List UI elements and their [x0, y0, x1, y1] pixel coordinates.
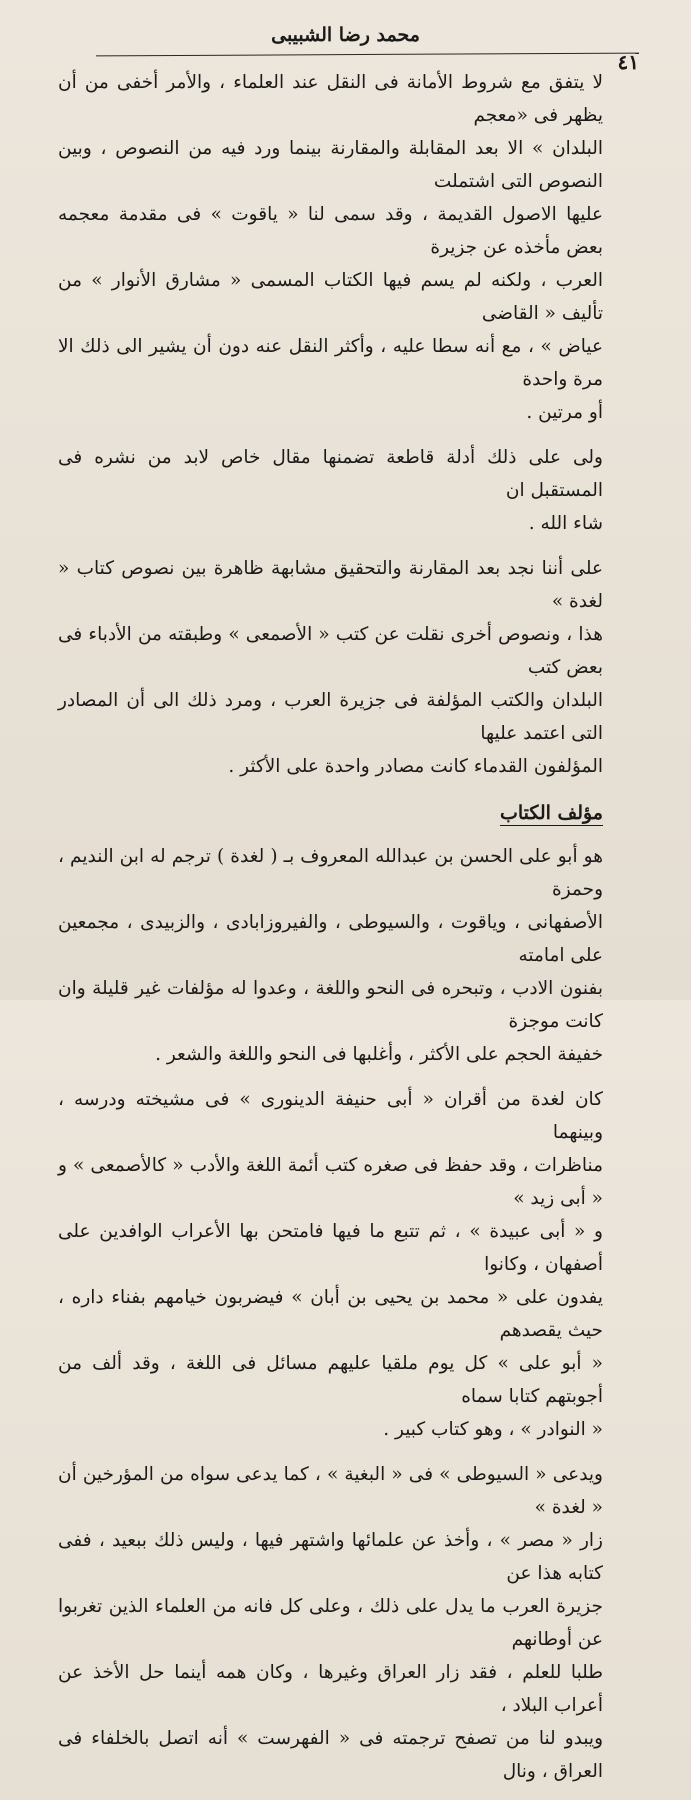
- text-line: الأصفهانى ، وياقوت ، والسيوطى ، والفيروزابادى ، والزبيدى ، مجمعين على امامته: [58, 912, 603, 966]
- text-line: على أننا نجد بعد المقارنة والتحقيق مشابهة ظاهرة بين نصوص كتاب « لغدة »: [58, 558, 603, 612]
- text-line: « النوادر » ، وهو كتاب كبير .: [383, 1419, 603, 1440]
- paragraph: [58, 1458, 603, 1788]
- header-rule: [96, 53, 639, 57]
- text-line: زار « مصر » ، وأخذ عن علمائها واشتهر فيها ، وليس ذلك ببعيد ، ففى كتابه هذا عن: [58, 1530, 603, 1584]
- text-line: طلبا للعلم ، فقد زار العراق وغيرها ، وكان همه أينما حل الأخذ عن أعراب البلاد ،: [58, 1662, 603, 1716]
- text-line: هذا ، ونصوص أخرى نقلت عن كتب « الأصمعى » وطبقته من الأدباء فى بعض كتب: [58, 624, 603, 678]
- section-heading: مؤلف الكتاب: [499, 802, 603, 824]
- paragraph: [58, 441, 603, 540]
- paragraph: [58, 1083, 603, 1446]
- text-line: البلدان » الا بعد المقابلة والمقارنة بينما ورد فيه من النصوص ، وبين النصوص التى اشتملت: [58, 138, 603, 192]
- paragraph: [58, 552, 603, 783]
- page-header: [52, 20, 639, 74]
- paragraph: [58, 840, 603, 1071]
- text-line: ويبدو لنا من تصفح ترجمته فى « الفهرست » أنه اتصل بالخلفاء فى العراق ، ونال: [58, 1728, 603, 1782]
- text-line: « أبو على » كل يوم ملقيا عليهم مسائل فى اللغة ، وقد ألف من أجوبتهم كتابا سماه: [58, 1353, 603, 1407]
- text-line: خفيفة الحجم على الأكثر ، وأغلبها فى النحو واللغة والشعر .: [155, 1044, 603, 1065]
- text-line: العرب ، ولكنه لم يسم فيها الكتاب المسمى « مشارق الأنوار » من تأليف « القاضى: [58, 270, 603, 324]
- text-line: لا يتفق مع شروط الأمانة فى النقل عند العلماء ، والأمر أخفى من أن يظهر فى «معجم: [58, 72, 603, 126]
- text-line: المؤلفون القدماء كانت مصادر واحدة على الأكثر .: [228, 756, 603, 777]
- text-line: ويدعى « السيوطى » فى « البغية » ، كما يدعى سواه من المؤرخين أن « لغدة »: [58, 1464, 603, 1518]
- running-head: محمد رضا الشبيبى: [271, 24, 420, 46]
- text-line: و « أبى عبيدة » ، ثم تتبع ما فيها فامتحن بها الأعراب الوافدين على أصفهان ، وكانوا: [58, 1221, 603, 1275]
- body-text: [58, 66, 603, 1800]
- text-line: جزيرة العرب ما يدل على ذلك ، وعلى كل فانه من العلماء الذين تغربوا عن أوطانهم: [58, 1596, 603, 1650]
- page-number: ٤١: [617, 50, 639, 74]
- text-line: ولى على ذلك أدلة قاطعة تضمنها مقال خاص لابد من نشره فى المستقبل ان: [58, 447, 603, 501]
- paragraph: [58, 66, 603, 429]
- text-line: هو أبو على الحسن بن عبدالله المعروف بـ ( لغدة ) ترجم له ابن النديم ، وحمزة: [58, 846, 603, 900]
- text-line: يفدون على « محمد بن يحيى بن أبان » فيضربون خيامهم بفناء داره ، حيث يقصدهم: [58, 1287, 603, 1341]
- text-line: مناظرات ، وقد حفظ فى صغره كتب أئمة اللغة والأدب « كالأصمعى » و « أبى زيد »: [58, 1155, 603, 1209]
- text-line: شاء الله .: [528, 513, 603, 534]
- text-line: بفنون الادب ، وتبحره فى النحو واللغة ، وعدوا له مؤلفات غير قليلة وان كانت موجزة: [58, 978, 603, 1032]
- text-line: عياض » ، مع أنه سطا عليه ، وأكثر النقل عنه دون أن يشير الى ذلك الا مرة واحدة: [58, 336, 603, 390]
- text-line: كان لغدة من أقران « أبى حنيفة الدينورى » فى مشيخته ودرسه ، وبينهما: [58, 1089, 603, 1143]
- text-line: عليها الاصول القديمة ، وقد سمى لنا « ياقوت » فى مقدمة معجمه بعض مأخذه عن جزيرة: [58, 204, 603, 258]
- text-line: البلدان والكتب المؤلفة فى جزيرة العرب ، ومرد ذلك الى أن المصادر التى اعتمد عليها: [58, 690, 603, 744]
- text-line: أو مرتين .: [526, 402, 603, 423]
